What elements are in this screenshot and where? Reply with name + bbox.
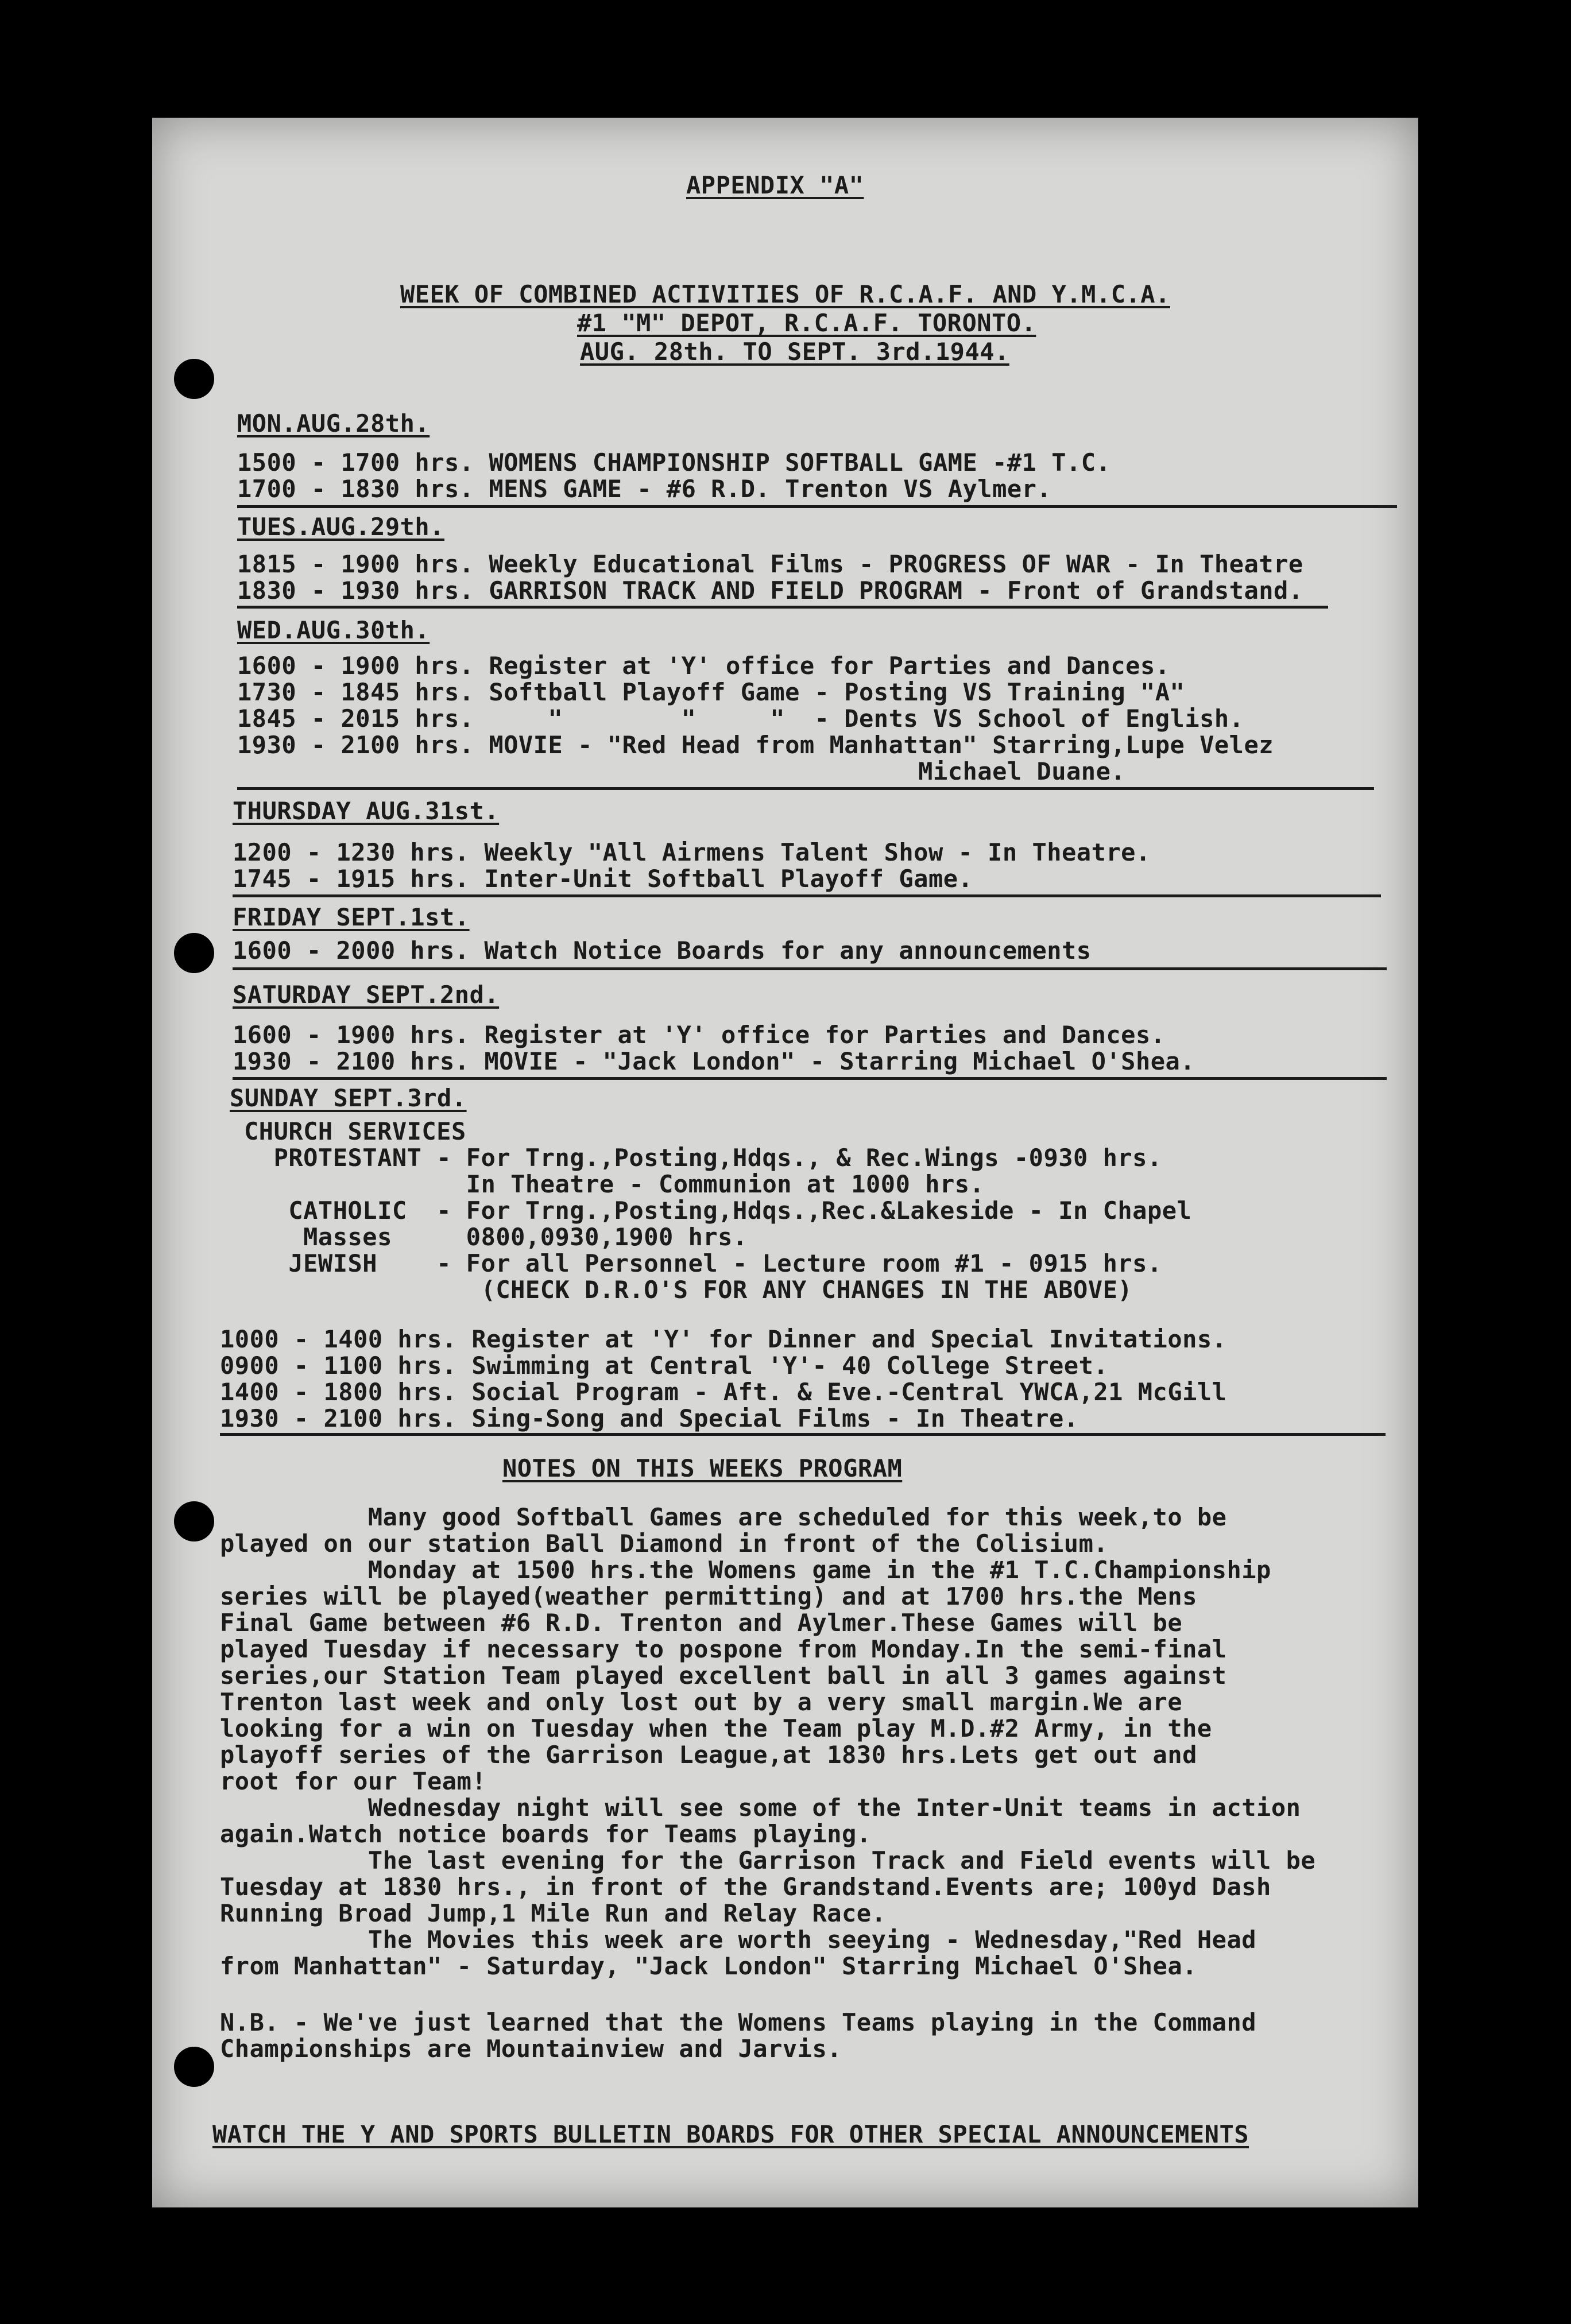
- notes-line: Monday at 1500 hrs.the Womens game in the #1 T.C.Championship: [220, 1556, 1271, 1584]
- notes-line: again.Watch notice boards for Teams playing.: [220, 1820, 872, 1848]
- notes-line: Running Broad Jump,1 Mile Run and Relay Race.: [220, 1899, 887, 1927]
- title-line-2: #1 "M" DEPOT, R.C.A.F. TORONTO.: [577, 309, 1036, 337]
- punch-hole: [174, 1501, 214, 1541]
- punch-hole: [174, 359, 214, 399]
- day-heading: FRIDAY SEPT.1st.: [233, 903, 470, 931]
- church-line: PROTESTANT - For Trng.,Posting,Hdqs., & Rec.Wings -0930 hrs.: [244, 1144, 1162, 1172]
- schedule-row: 1730 - 1845 hrs. Softball Playoff Game - Posting VS Training "A": [237, 678, 1185, 706]
- schedule-row: 1600 - 2000 hrs. Watch Notice Boards for any announcements: [233, 936, 1092, 965]
- notes-line: Tuesday at 1830 hrs., in front of the Grandstand.Events are; 100yd Dash: [220, 1873, 1271, 1901]
- notes-line: played Tuesday if necessary to pospone from Monday.In the semi-final: [220, 1635, 1227, 1663]
- punch-hole: [174, 2047, 214, 2087]
- schedule-row: Michael Duane.: [237, 757, 1126, 785]
- title-line-1: WEEK OF COMBINED ACTIVITIES OF R.C.A.F. AND Y.M.C.A.: [400, 280, 1170, 308]
- notes-line: The last evening for the Garrison Track and Field events will be: [220, 1846, 1316, 1874]
- notes-line: from Manhattan" - Saturday, "Jack London" Starring Michael O'Shea.: [220, 1952, 1197, 1980]
- notes-heading: NOTES ON THIS WEEKS PROGRAM: [502, 1454, 903, 1482]
- notes-line: Final Game between #6 R.D. Trenton and Aylmer.These Games will be: [220, 1609, 1183, 1637]
- schedule-row: 1745 - 1915 hrs. Inter-Unit Softball Playoff Game.: [233, 865, 973, 893]
- church-line: Masses 0800,0930,1900 hrs.: [244, 1223, 748, 1251]
- day-heading: WED.AUG.30th.: [237, 616, 430, 644]
- day-heading: SUNDAY SEPT.3rd.: [230, 1084, 467, 1112]
- schedule-row: 0900 - 1100 hrs. Swimming at Central 'Y'- 40 College Street.: [220, 1351, 1109, 1380]
- church-line: JEWISH - For all Personnel - Lecture room #1 - 0915 hrs.: [244, 1249, 1162, 1277]
- schedule-row: 1930 - 2100 hrs. MOVIE - "Jack London" - Starring Michael O'Shea.: [233, 1047, 1195, 1075]
- church-line: In Theatre - Communion at 1000 hrs.: [244, 1170, 985, 1198]
- nb-line: Championships are Mountainview and Jarvis.: [220, 2035, 842, 2063]
- schedule-row: 1930 - 2100 hrs. Sing-Song and Special Films - In Theatre.: [220, 1404, 1079, 1432]
- footer-announcement: WATCH THE Y AND SPORTS BULLETIN BOARDS FOR OTHER SPECIAL ANNOUNCEMENTS: [212, 2120, 1249, 2148]
- notes-line: looking for a win on Tuesday when the Team play M.D.#2 Army, in the: [220, 1714, 1212, 1742]
- notes-line: Wednesday night will see some of the Inter-Unit teams in action: [220, 1794, 1301, 1822]
- schedule-row: 1000 - 1400 hrs. Register at 'Y' for Dinner and Special Invitations.: [220, 1325, 1227, 1353]
- notes-line: playoff series of the Garrison League,at 1830 hrs.Lets get out and: [220, 1741, 1197, 1769]
- document-page: [152, 118, 1418, 2207]
- punch-hole: [174, 933, 214, 973]
- day-heading: TUES.AUG.29th.: [237, 513, 445, 541]
- section-rule: [233, 967, 1387, 970]
- section-rule: [237, 505, 1397, 508]
- schedule-row: 1930 - 2100 hrs. MOVIE - "Red Head from Manhattan" Starring,Lupe Velez: [237, 731, 1274, 759]
- notes-line: series will be played(weather permitting) and at 1700 hrs.the Mens: [220, 1582, 1197, 1610]
- day-heading: THURSDAY AUG.31st.: [233, 797, 500, 825]
- section-rule: [237, 787, 1374, 790]
- day-heading: SATURDAY SEPT.2nd.: [233, 981, 500, 1009]
- church-line: CHURCH SERVICES: [244, 1117, 466, 1145]
- title-line-3: AUG. 28th. TO SEPT. 3rd.1944.: [580, 338, 1009, 366]
- schedule-row: 1600 - 1900 hrs. Register at 'Y' office for Parties and Dances.: [233, 1021, 1166, 1049]
- schedule-row: 1845 - 2015 hrs. " " " - Dents VS School of English.: [237, 704, 1244, 733]
- notes-line: played on our station Ball Diamond in front of the Colisium.: [220, 1529, 1109, 1558]
- section-rule: [220, 1433, 1386, 1436]
- church-line: CATHOLIC - For Trng.,Posting,Hdqs.,Rec.&Lakeside - In Chapel: [244, 1196, 1192, 1225]
- schedule-row: 1815 - 1900 hrs. Weekly Educational Films - PROGRESS OF WAR - In Theatre: [237, 550, 1303, 578]
- schedule-row: 1200 - 1230 hrs. Weekly "All Airmens Talent Show - In Theatre.: [233, 838, 1151, 866]
- notes-line: Many good Softball Games are scheduled for this week,to be: [220, 1503, 1227, 1531]
- section-rule: [237, 606, 1328, 609]
- appendix-label: APPENDIX "A": [686, 171, 864, 199]
- notes-line: Trenton last week and only lost out by a very small margin.We are: [220, 1688, 1183, 1716]
- section-rule: [233, 1077, 1387, 1080]
- schedule-row: 1600 - 1900 hrs. Register at 'Y' office for Parties and Dances.: [237, 652, 1170, 680]
- notes-line: The Movies this week are worth seeying - Wednesday,"Red Head: [220, 1926, 1257, 1954]
- nb-line: N.B. - We've just learned that the Womens Teams playing in the Command: [220, 2008, 1257, 2036]
- section-rule: [233, 894, 1381, 897]
- schedule-row: 1500 - 1700 hrs. WOMENS CHAMPIONSHIP SOFTBALL GAME -#1 T.C.: [237, 448, 1111, 477]
- schedule-row: 1400 - 1800 hrs. Social Program - Aft. & Eve.-Central YWCA,21 McGill: [220, 1378, 1227, 1406]
- schedule-row: 1830 - 1930 hrs. GARRISON TRACK AND FIELD PROGRAM - Front of Grandstand.: [237, 576, 1303, 605]
- church-line: (CHECK D.R.O'S FOR ANY CHANGES IN THE ABOVE): [244, 1276, 1133, 1304]
- notes-line: root for our Team!: [220, 1767, 487, 1795]
- day-heading: MON.AUG.28th.: [237, 409, 430, 437]
- notes-line: series,our Station Team played excellent ball in all 3 games against: [220, 1661, 1227, 1690]
- schedule-row: 1700 - 1830 hrs. MENS GAME - #6 R.D. Trenton VS Aylmer.: [237, 475, 1052, 503]
